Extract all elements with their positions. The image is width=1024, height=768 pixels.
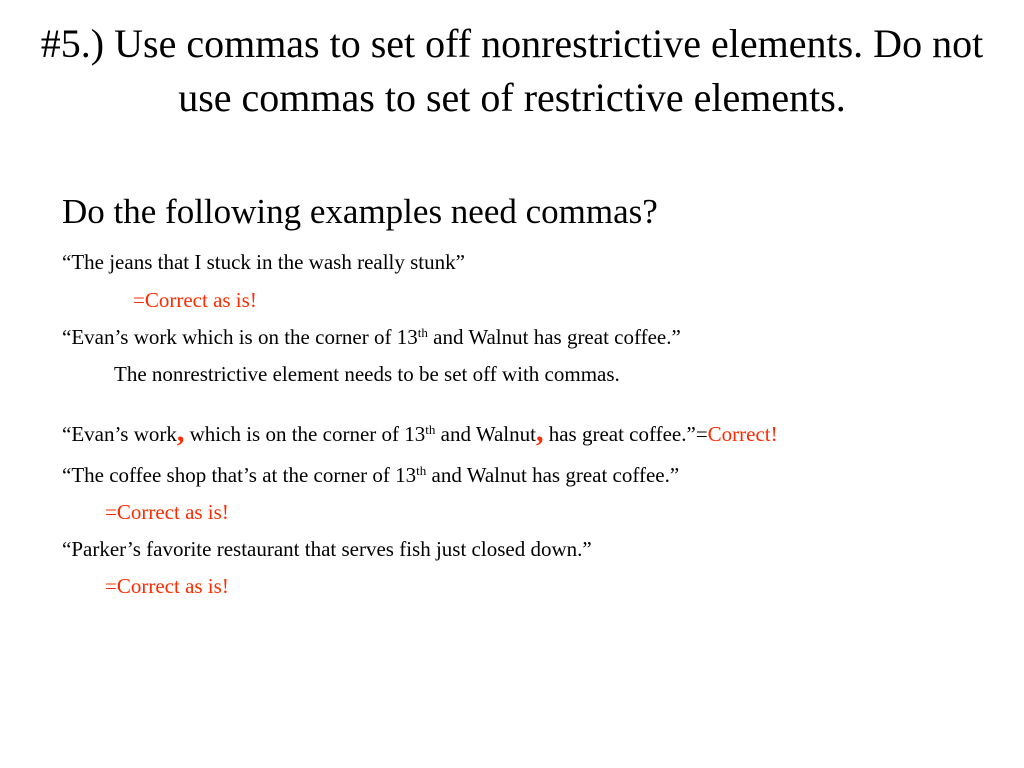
example-2-corrected	[62, 415, 778, 448]
inserted-comma-1: ,	[176, 415, 185, 448]
corrected-part-2: which is on the corner of 13	[184, 422, 426, 446]
corrected-answer: Correct!	[707, 422, 778, 446]
corrected-part-4: has great coffee.”	[543, 422, 696, 446]
example-2-superscript: th	[417, 325, 428, 340]
example-3-answer: =Correct as is!	[105, 500, 229, 524]
corrected-part-1: “Evan’s work	[62, 422, 177, 446]
example-3-text-a: “The coffee shop that’s at the corner of 13	[62, 463, 417, 487]
example-1-answer: =Correct as is!	[133, 288, 257, 312]
example-4-answer: =Correct as is!	[105, 574, 229, 598]
question-heading: Do the following examples need commas?	[62, 192, 658, 231]
example-2-text-a: “Evan’s work which is on the corner of 13	[62, 325, 418, 349]
example-3-sentence	[62, 462, 679, 488]
example-2-sentence	[62, 324, 681, 350]
example-3-text-b: and Walnut has great coffee.”	[426, 463, 680, 487]
inserted-comma-2: ,	[535, 415, 544, 448]
example-2-text-b: and Walnut has great coffee.”	[427, 325, 681, 349]
corrected-part-3: and Walnut	[435, 422, 536, 446]
corrected-equals: =	[695, 422, 708, 446]
example-4-sentence: “Parker’s favorite restaurant that serves fish just closed down.”	[62, 537, 592, 561]
slide-title: #5.) Use commas to set off nonrestrictive elements. Do not use commas to set of restrictive elements.	[40, 21, 984, 120]
corrected-superscript: th	[425, 422, 436, 437]
example-3-superscript: th	[416, 463, 427, 478]
example-2-explanation: The nonrestrictive element needs to be set off with commas.	[114, 362, 620, 386]
example-1-sentence: “The jeans that I stuck in the wash really stunk”	[62, 250, 465, 274]
